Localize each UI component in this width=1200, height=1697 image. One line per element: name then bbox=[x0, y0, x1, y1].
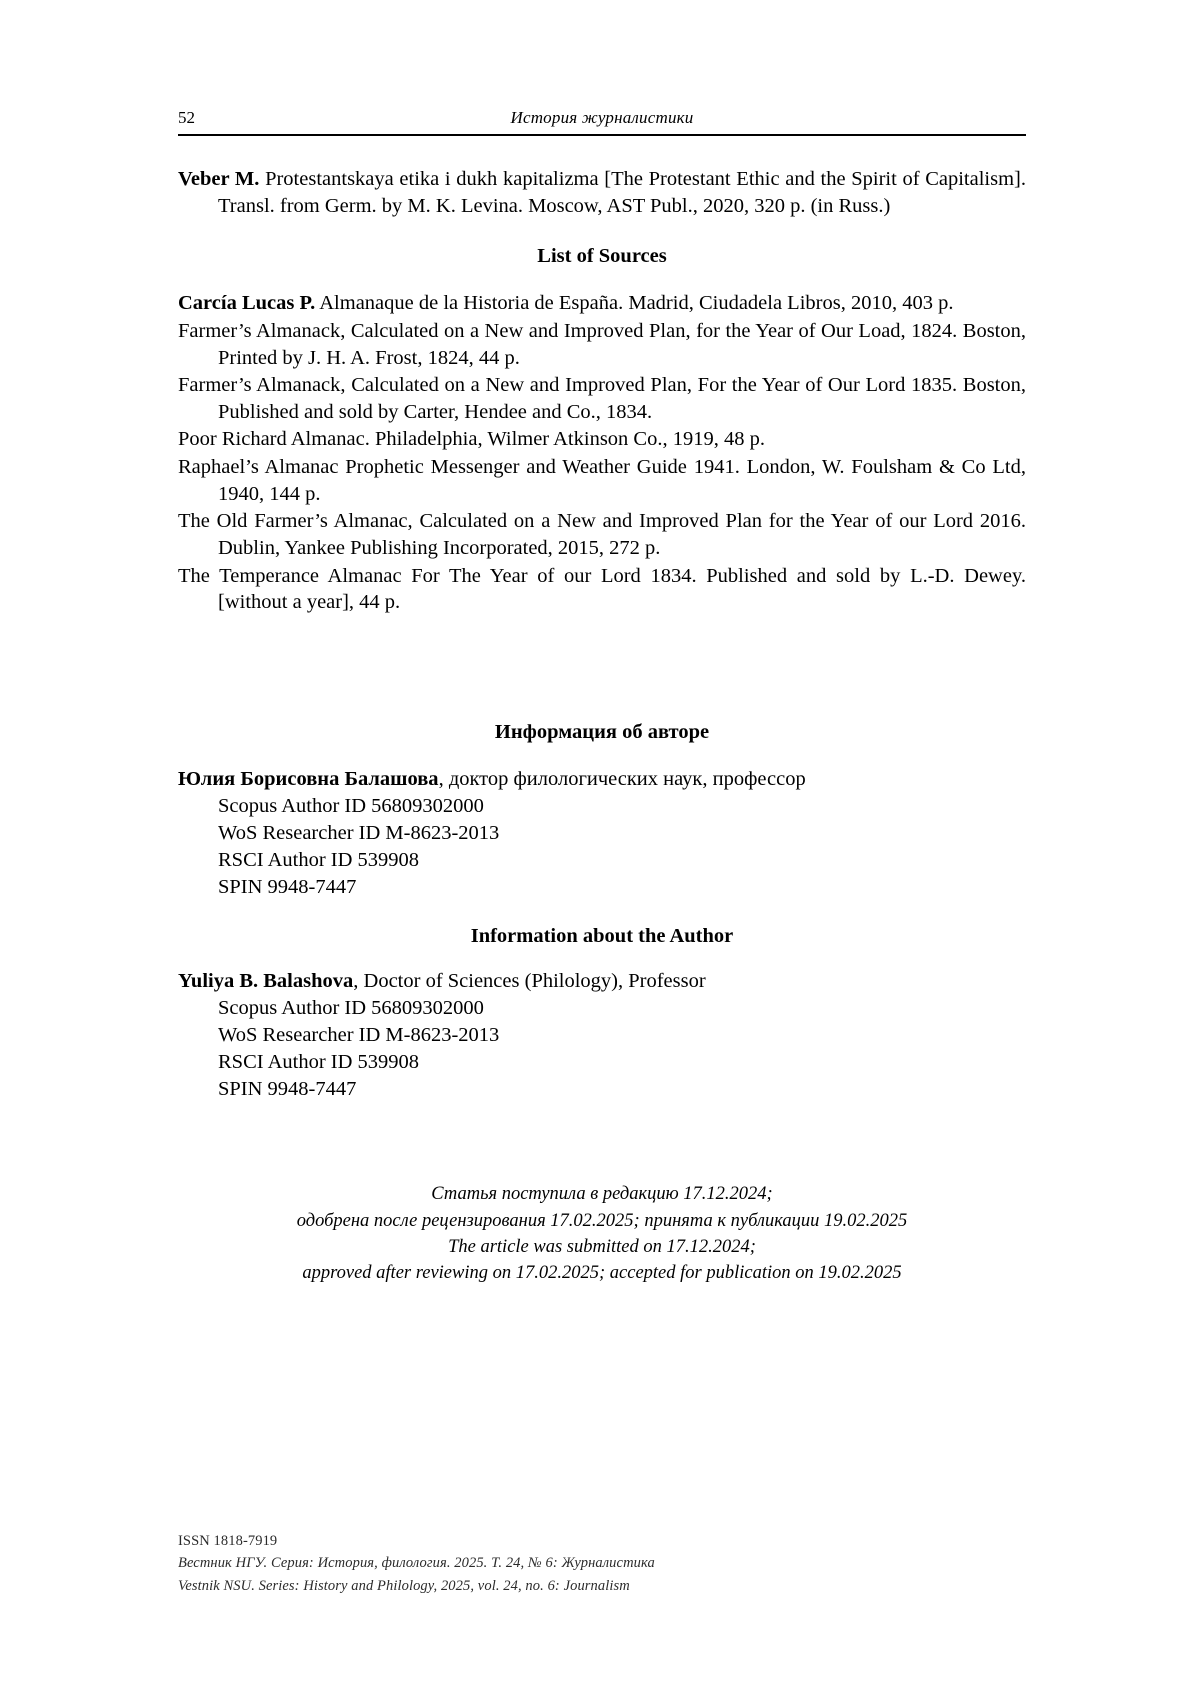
source-text: Poor Richard Almanac. Philadelphia, Wilmer Atkinson Co., 1919, 48 p. bbox=[178, 428, 765, 451]
source-author: Carcía Lucas P. bbox=[178, 292, 316, 315]
review-date-ru: одобрена после рецензирования 17.02.2025; принята к публикации 19.02.2025 bbox=[296, 1210, 908, 1231]
dates-spacer bbox=[178, 1103, 1026, 1181]
author-id-rsci-en: RSCI Author ID 539908 bbox=[218, 1051, 420, 1074]
submission-date-en: The article was submitted on 17.12.2024; bbox=[448, 1236, 756, 1257]
page-footer bbox=[178, 1530, 1026, 1597]
author-credentials-en: , Doctor of Sciences (Philology), Professor bbox=[353, 970, 706, 993]
author-name-en bbox=[178, 968, 1026, 995]
source-item bbox=[178, 508, 1026, 561]
author-name-ru bbox=[178, 766, 1026, 793]
author-info-ru-heading: Информация об авторе bbox=[494, 720, 710, 743]
author-id-scopus-ru: Scopus Author ID 56809302000 bbox=[218, 795, 484, 818]
author-id-wos-ru: WoS Researcher ID M-8623-2013 bbox=[218, 822, 500, 845]
source-item bbox=[178, 318, 1026, 371]
source-text: Almanaque de la Historia de España. Madrid, Ciudadela Libros, 2010, 403 p. bbox=[315, 292, 954, 315]
footer-issn: ISSN 1818-7919 bbox=[178, 1533, 278, 1549]
reference-item bbox=[178, 166, 1026, 219]
author-name-ru-bold: Юлия Борисовна Балашова bbox=[178, 767, 439, 790]
author-id-scopus-en: Scopus Author ID 56809302000 bbox=[218, 997, 484, 1020]
source-item bbox=[178, 563, 1026, 616]
submission-date-ru: Статья поступила в редакцию 17.12.2024; bbox=[431, 1184, 773, 1205]
page-content bbox=[178, 108, 1026, 1287]
author-id-spin-ru: SPIN 9948-7447 bbox=[218, 876, 357, 899]
source-text: The Temperance Almanac For The Year of our Lord 1834. Published and sold by L.-D. Dewey. [without a year], 44 p. bbox=[178, 564, 1026, 614]
source-item bbox=[178, 290, 1026, 317]
page-number: 52 bbox=[178, 108, 195, 127]
author-info-en-heading: Information about the Author bbox=[470, 925, 734, 948]
reference-text: Protestantskaya etika i dukh kapitalizma [The Protestant Ethic and the Spirit of Capitalism]. Transl. from Germ. by M. K. Levina. Moscow, AST Publ., 2020, 320 p. (in Russ.) bbox=[218, 168, 1026, 217]
source-text: Farmer’s Almanack, Calculated on a New and Improved Plan, For the Year of Our Lord 1835. Boston, Published and sold by Carter, Hendee and Co., 1834. bbox=[178, 374, 1026, 423]
author-credentials-ru: , доктор филологических наук, профессор bbox=[438, 767, 806, 790]
list-of-sources-heading: List of Sources bbox=[537, 245, 667, 268]
source-item bbox=[178, 426, 1026, 453]
author-id-rsci-ru: RSCI Author ID 539908 bbox=[218, 849, 420, 872]
author-name-en-bold: Yuliya B. Balashova bbox=[178, 970, 354, 993]
source-text: Farmer’s Almanack, Calculated on a New and Improved Plan, for the Year of Our Load, 1824. Boston, Printed by J. H. A. Frost, 1824, 44 p. bbox=[178, 319, 1026, 369]
source-text: The Old Farmer’s Almanac, Calculated on a New and Improved Plan for the Year of our Lord 2016. Dublin, Yankee Publishing Incorporated, 2015, 272 p. bbox=[178, 510, 1026, 560]
section-spacer bbox=[178, 617, 1026, 695]
source-text: Raphael’s Almanac Prophetic Messenger and Weather Guide 1941. London, W. Foulsham & Co Ltd, 1940, 144 p. bbox=[178, 456, 1026, 505]
source-item bbox=[178, 372, 1026, 425]
review-date-en: approved after reviewing on 17.02.2025; accepted for publication on 19.02.2025 bbox=[302, 1263, 902, 1284]
running-head bbox=[178, 108, 1026, 134]
running-title: История журналистики bbox=[510, 108, 694, 127]
footer-journal-ru: Вестник НГУ. Серия: История, филология. 2025. Т. 24, № 6: Журналистика bbox=[178, 1555, 655, 1572]
footer-journal-en: Vestnik NSU. Series: History and Philology, 2025, vol. 24, no. 6: Journalism bbox=[178, 1577, 630, 1594]
author-id-wos-en: WoS Researcher ID M-8623-2013 bbox=[218, 1024, 500, 1047]
header-rule bbox=[178, 134, 1026, 136]
source-item bbox=[178, 454, 1026, 507]
reference-author: Veber M. bbox=[178, 168, 260, 190]
author-id-spin-en: SPIN 9948-7447 bbox=[218, 1078, 357, 1101]
